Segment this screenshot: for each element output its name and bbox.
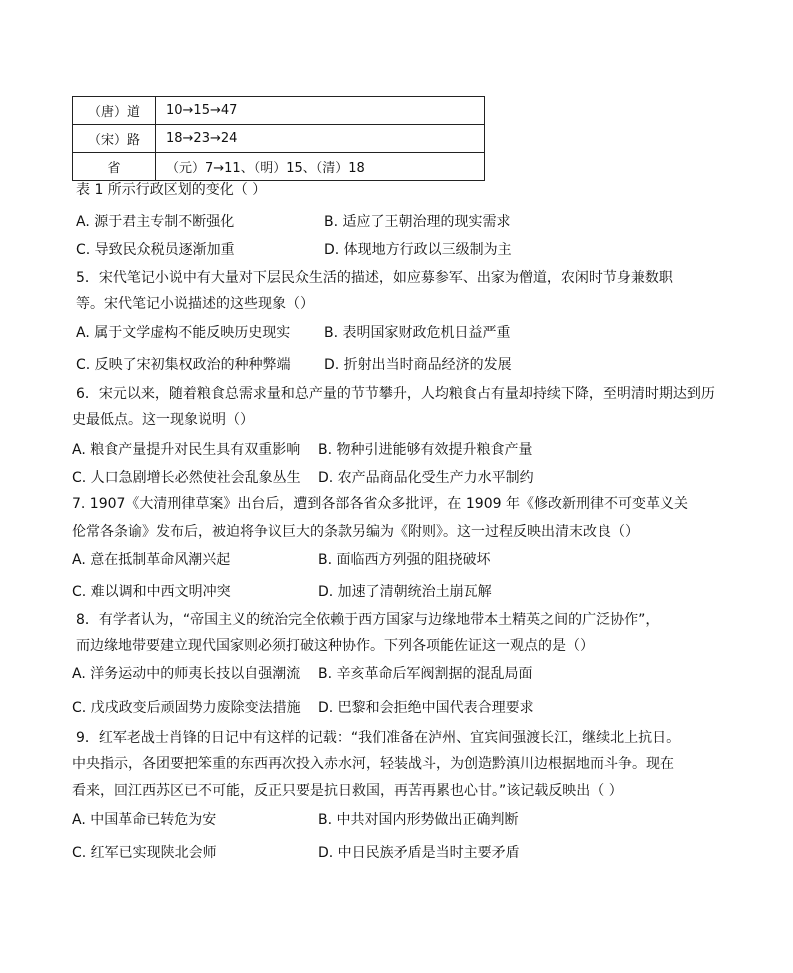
admin-division-table: [72, 96, 485, 181]
q5-stem-line1: 5．宋代笔记小说中有大量对下层民众生活的描述，如应募参军、出家为僧道，农闲时节身兼数职: [76, 270, 673, 286]
q9-option-a[interactable]: A. 中国革命已转危为安: [72, 812, 217, 828]
q7-stem-line2: 伦常各条谕》发布后，被迫将争议巨大的条款另编为《附则》。这一过程反映出清末改良（）: [72, 524, 639, 540]
q8-stem-line2: 而边缘地带要建立现代国家则必须打破这种协作。下列各项能佐证这一观点的是（）: [76, 638, 594, 654]
q6-stem-line1: 6．宋元以来，随着粮食总需求量和总产量的节节攀升，人均粮食占有量却持续下降，至明清时期达到历: [76, 386, 715, 402]
table-cell-label: （唐）道: [73, 97, 156, 125]
q8-option-a[interactable]: A. 洋务运动中的师夷长技以自强潮流: [72, 666, 301, 682]
q5-option-c[interactable]: C. 反映了宋初集权政治的种种弊端: [76, 357, 291, 373]
q4-option-d[interactable]: D. 体现地方行政以三级制为主: [324, 242, 512, 258]
q9-stem-line3: 看来，回江西苏区已不可能，反正只要是抗日救国，再苦再累也心甘。”该记载反映出（ ）: [72, 783, 623, 799]
q7-option-b[interactable]: B. 面临西方列强的阻挠破坏: [318, 552, 491, 568]
q5-stem-line2: 等。宋代笔记小说描述的这些现象（）: [76, 296, 314, 312]
q6-option-a[interactable]: A. 粮食产量提升对民生具有双重影响: [72, 442, 301, 458]
q5-option-d[interactable]: D. 折射出当时商品经济的发展: [324, 357, 512, 373]
q8-option-c[interactable]: C. 戊戌政变后顽固势力废除变法措施: [72, 700, 301, 716]
q9-option-c[interactable]: C. 红军已实现陕北会师: [72, 845, 217, 861]
q4-option-b[interactable]: B. 适应了王朝治理的现实需求: [324, 214, 511, 230]
q4-option-c[interactable]: C. 导致民众税员逐渐加重: [76, 242, 235, 258]
q8-stem-line1: 8．有学者认为，“帝国主义的统治完全依赖于西方国家与边缘地带本土精英之间的广泛协作”，: [76, 612, 660, 628]
q8-option-b[interactable]: B. 辛亥革命后军阀割据的混乱局面: [318, 666, 533, 682]
table-row: [73, 97, 485, 125]
q5-option-b[interactable]: B. 表明国家财政危机日益严重: [324, 325, 511, 341]
q9-option-d[interactable]: D. 中日民族矛盾是当时主要矛盾: [318, 845, 520, 861]
q7-option-c[interactable]: C. 难以调和中西文明冲突: [72, 584, 231, 600]
q9-stem-line2: 中央指示，各团要把笨重的东西再次投入赤水河，轻装战斗，为创造黔滇川边根据地而斗争。现在: [72, 756, 674, 772]
q4-option-a[interactable]: A. 源于君主专制不断强化: [76, 214, 235, 230]
q6-option-d[interactable]: D. 农产品商品化受生产力水平制约: [318, 470, 534, 486]
q6-stem-line2: 史最低点。这一现象说明（）: [72, 412, 254, 428]
table-cell-value: 10→15→47: [156, 97, 485, 125]
table-row: [73, 153, 485, 181]
q6-option-b[interactable]: B. 物种引进能够有效提升粮食产量: [318, 442, 533, 458]
q8-option-d[interactable]: D. 巴黎和会拒绝中国代表合理要求: [318, 700, 534, 716]
table-row: [73, 125, 485, 153]
q6-option-c[interactable]: C. 人口急剧增长必然使社会乱象丛生: [72, 470, 301, 486]
q5-option-a[interactable]: A. 属于文学虚构不能反映历史现实: [76, 325, 291, 341]
table-cell-value: 18→23→24: [156, 125, 485, 153]
q7-option-d[interactable]: D. 加速了清朝统治土崩瓦解: [318, 584, 492, 600]
table-cell-label: （宋）路: [73, 125, 156, 153]
q4-stem: 表 1 所示行政区划的变化（ ）: [76, 182, 267, 198]
q9-option-b[interactable]: B. 中共对国内形势做出正确判断: [318, 812, 519, 828]
q7-option-a[interactable]: A. 意在抵制革命风潮兴起: [72, 552, 231, 568]
table-cell-label: 省: [73, 153, 156, 181]
q7-stem-line1: 7. 1907《大清刑律草案》出台后，遭到各部各省众多批评，在 1909 年《修改新刑律不可变革义关: [72, 496, 688, 512]
q9-stem-line1: 9．红军老战士肖锋的日记中有这样的记载：“我们准备在泸州、宜宾间强渡长江，继续北上抗日。: [76, 730, 681, 746]
table-cell-value: （元）7→11、（明）15、（清）18: [156, 153, 485, 181]
